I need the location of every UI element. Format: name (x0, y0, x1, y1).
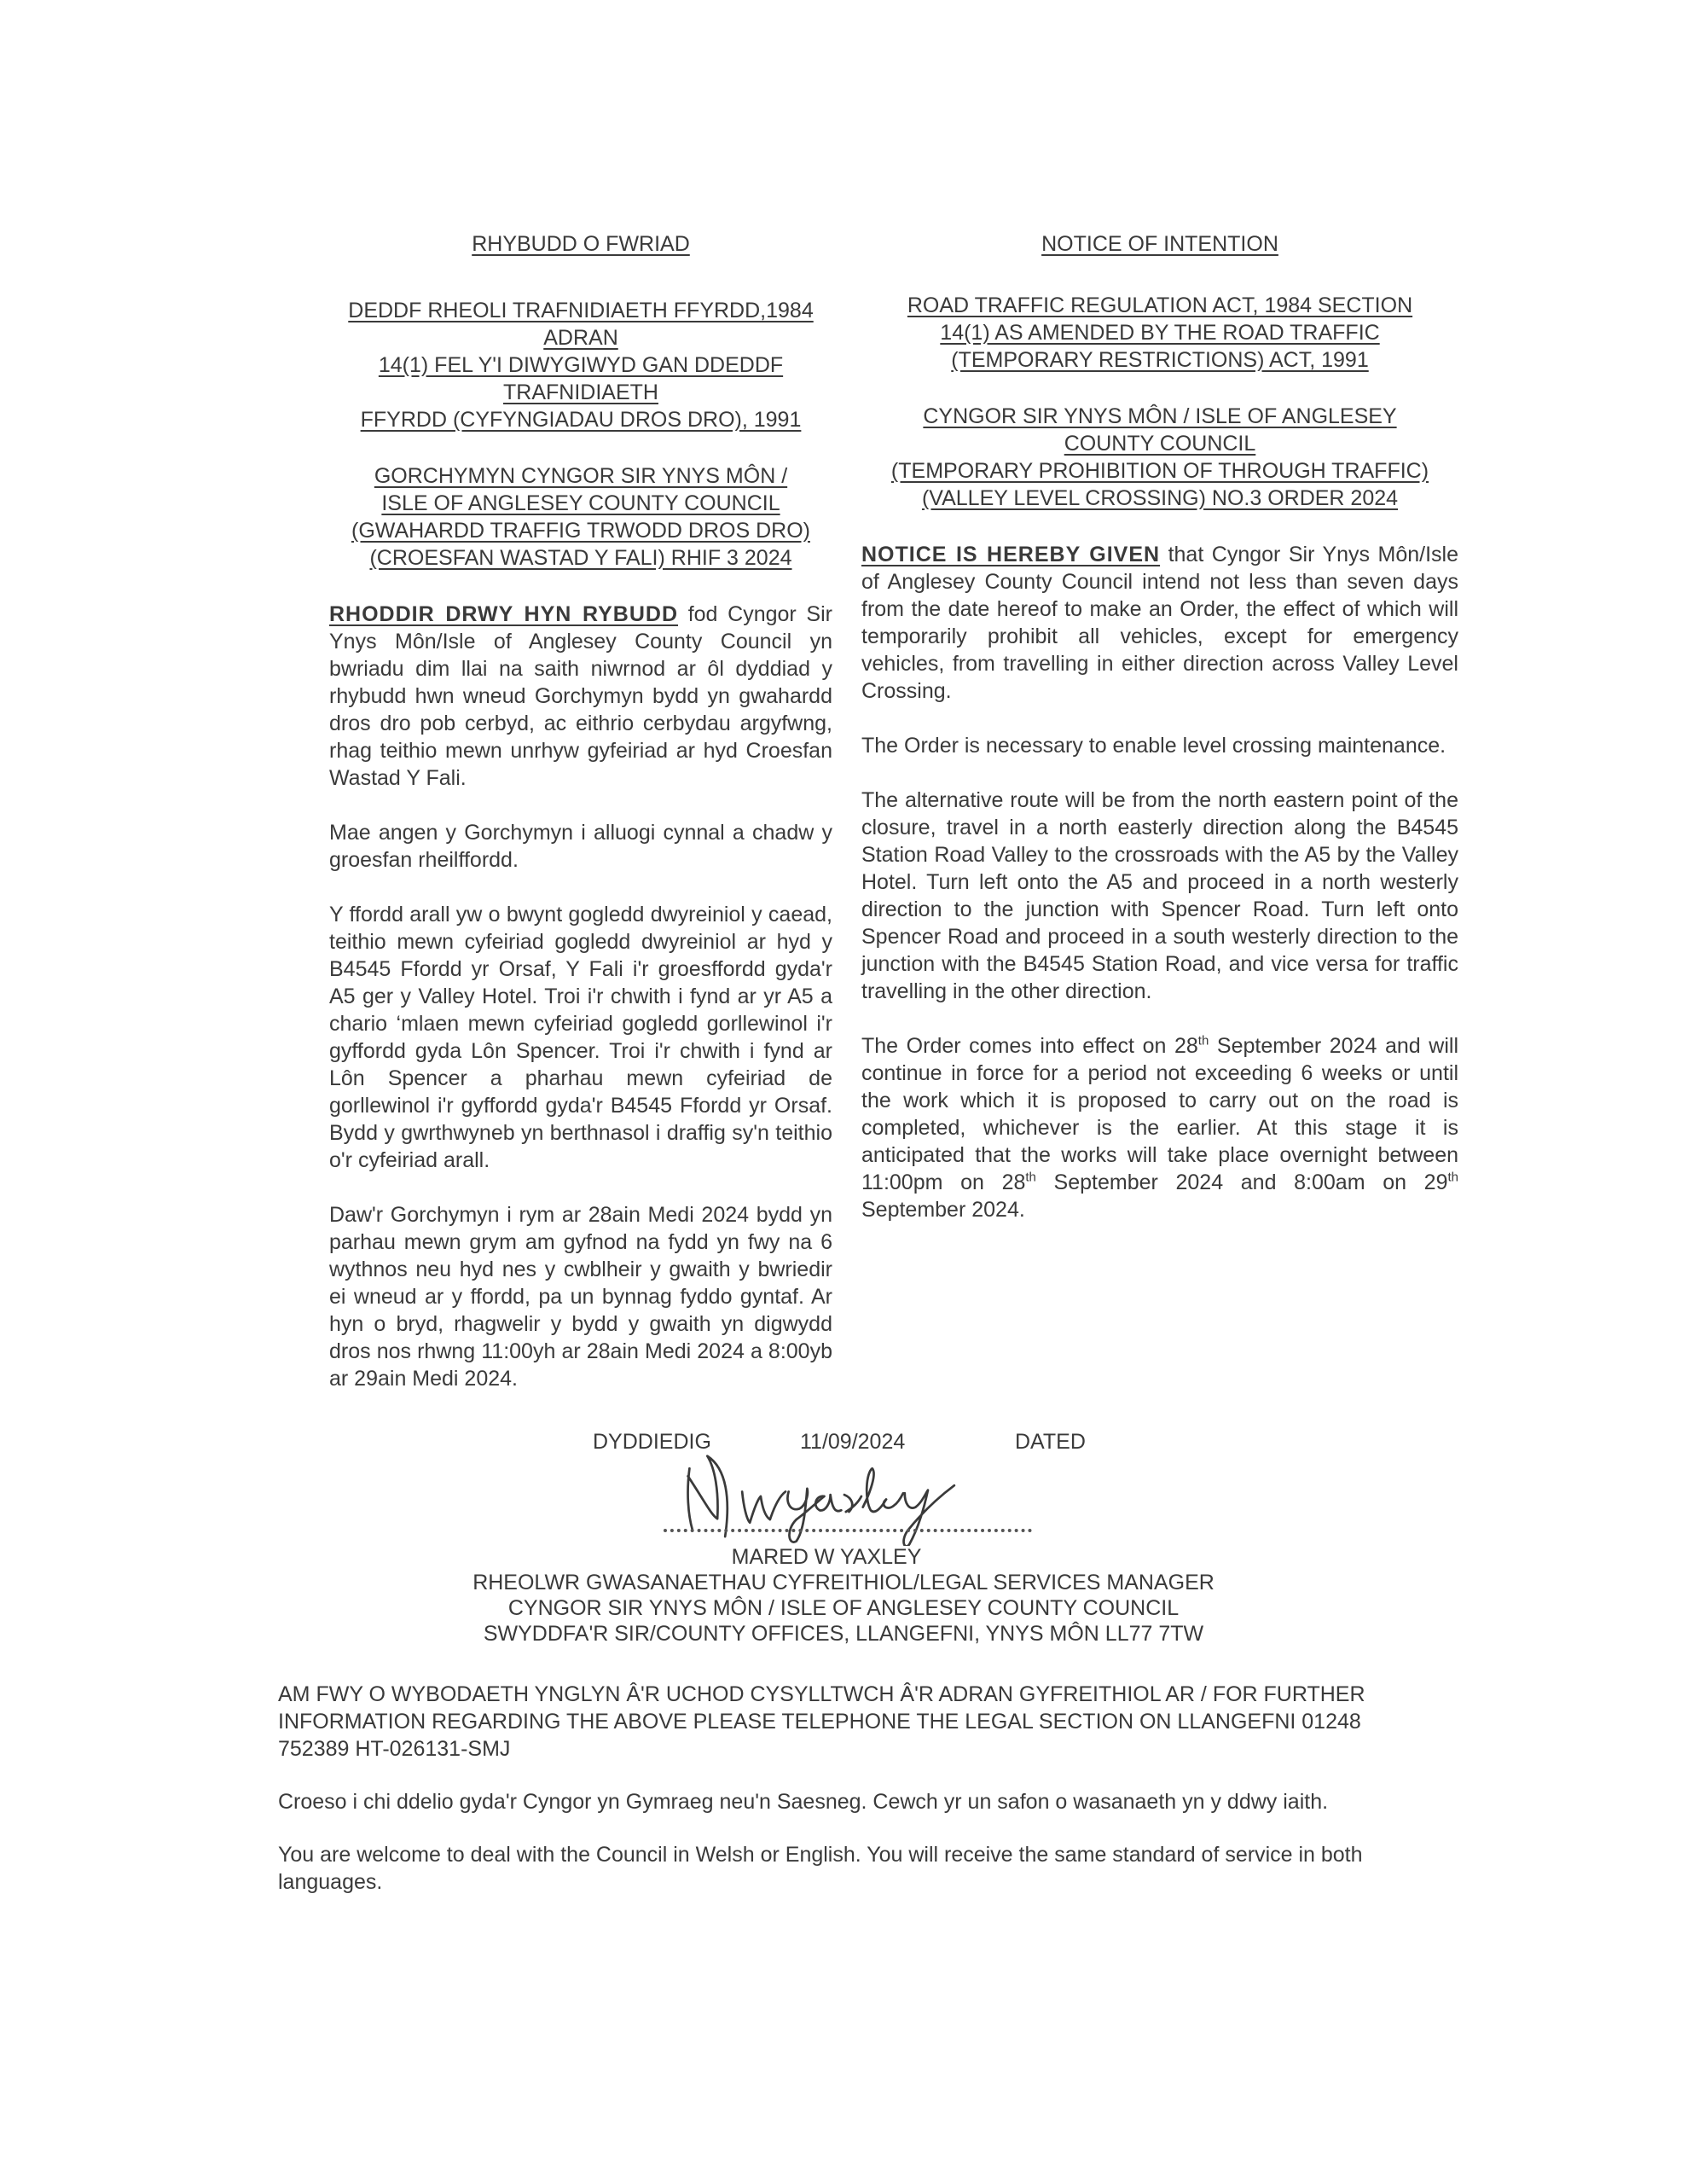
welsh-column (329, 230, 832, 1420)
english-order-line: (VALLEY LEVEL CROSSING) NO.3 ORDER 2024 (921, 486, 1399, 510)
welsh-effect-paragraph: Daw'r Gorchymyn i rym ar 28ain Medi 2024 bydd yn parhau mewn grym am gyfnod na fydd yn fwy na 6 wythnos neu hyd nes y cwblheir y gwaith y bwriedir ei wneud ar y ffordd, pa un bynnag fyddo gyntaf. Ar hyn o bryd, rhagwelir y bydd y gwaith yn digwydd dros nos rhwng 11:00yh ar 28ain Medi 2024 a 8:00yb ar 29ain Medi 2024. (329, 1203, 832, 1391)
english-route-paragraph: The alternative route will be from the north eastern point of the closure, travel in a north easterly direction along the B4545 Station Road Valley to the crossroads with the A5 by the Valley Hotel. Turn left onto the A5 and proceed in a north westerly direction to the junction with Spencer Road. Turn left onto Spencer Road and proceed in a south westerly direction to the junction with the B4545 Station Road, and vice versa for traffic travelling in the other direction. (861, 788, 1458, 1003)
welsh-reason-paragraph: Mae angen y Gorchymyn i alluogi cynnal a chadw y groesfan rheilffordd. (329, 821, 832, 872)
signatory-details (0, 1544, 1687, 1647)
ordinal-suffix: th (1197, 1033, 1209, 1048)
english-notice-text: that Cyngor Sir Ynys Môn/Isle of Anglesey County Council intend not less than seven days from the date hereof to make an Order, the effect of which will temporarily prohibit all vehicles, except for emergency vehicles, from travelling in either direction across Valley Level Crossing. (861, 543, 1458, 703)
english-order-line: CYNGOR SIR YNYS MÔN / ISLE OF ANGLESEY (923, 404, 1397, 428)
ordinal-suffix: th (1447, 1170, 1458, 1185)
welsh-title: RHYBUDD O FWRIAD (472, 232, 690, 256)
footer (278, 1681, 1412, 1955)
english-order-line: COUNTY COUNCIL (1064, 432, 1256, 456)
welsh-act-line: 14(1) FEL Y'I DIWYGIWYD GAN DDEDDF TRAFNIDIAETH (378, 353, 784, 404)
english-act-line: (TEMPORARY RESTRICTIONS) ACT, 1991 (951, 348, 1369, 372)
english-title: NOTICE OF INTENTION (1041, 232, 1278, 256)
welsh-order-line: (CROESFAN WASTAD Y FALI) RHIF 3 2024 (369, 546, 792, 570)
signatory-council: CYNGOR SIR YNYS MÔN / ISLE OF ANGLESEY COUNTY COUNCIL (507, 1596, 1180, 1620)
english-act-heading (861, 292, 1458, 374)
english-notice-paragraph (861, 541, 1458, 705)
english-notice-lead: NOTICE IS HEREBY GIVEN (861, 543, 1161, 566)
effect-text: September 2024 and will continue in force for a period not exceeding 6 weeks or until the work which it is proposed to carry out on the road is completed, whichever is the earlier. At this stage it is anticipated that the works will take place overnight between 11:00pm on 28 (861, 1034, 1458, 1194)
english-reason-paragraph: The Order is necessary to enable level crossing maintenance. (861, 734, 1446, 758)
english-column (861, 230, 1458, 1251)
welsh-route-paragraph: Y ffordd arall yw o bwynt gogledd dwyreiniol y caead, teithio mewn cyfeiriad gogledd dwyreiniol ar hyd y B4545 Ffordd yr Orsaf, Y Fali i'r groesffordd gyda'r A5 ger y Valley Hotel. Troi i'r chwith i fynd ar yr A5 a chario ‘mlaen mewn cyfeiriad gogledd gorllewinol i'r gyffordd gyda Lôn Spencer. Troi i'r chwith i fynd ar Lôn Spencer a pharhau mewn cyfeiriad de gorllewinol i'r gyffordd gyda'r B4545 Ffordd yr Orsaf. Bydd y gwrthwyneb yn berthnasol i draffig sy'n teithio o'r cyfeiriad arall. (329, 903, 832, 1172)
welsh-notice-text: fod Cyngor Sir Ynys Môn/Isle of Anglesey County Council yn bwriadu dim llai na saith niwrnod ar ôl dyddiad y rhybudd hwn wneud Gorchymyn bydd yn gwahardd dros dro pob cerbyd, ac eithrio cerbydau argyfwng, rhag teithio mewn unrhyw gyfeiriad ar hyd Croesfan Wastad Y Fali. (329, 602, 832, 790)
signature-dotted-line (664, 1529, 1032, 1532)
welsh-notice-lead: RHODDIR DRWY HYN RYBUDD (329, 602, 679, 626)
welsh-language-statement: Croeso i chi ddelio gyda'r Cyngor yn Gymraeg neu'n Saesneg. Cewch yr un safon o wasanaeth yn y ddwy iaith. (278, 1790, 1329, 1814)
ordinal-suffix: th (1025, 1170, 1036, 1185)
welsh-order-heading (329, 462, 832, 572)
signatory-address: SWYDDFA'R SIR/COUNTY OFFICES, LLANGEFNI, YNYS MÔN LL77 7TW (483, 1622, 1204, 1646)
english-act-line: ROAD TRAFFIC REGULATION ACT, 1984 SECTION (907, 293, 1413, 317)
english-order-line: (TEMPORARY PROHIBITION OF THROUGH TRAFFIC) (890, 459, 1429, 483)
signatory-role: RHEOLWR GWASANAETHAU CYFREITHIOL/LEGAL SERVICES MANAGER (472, 1571, 1215, 1594)
effect-text: September 2024 and 8:00am on 29 (1035, 1170, 1448, 1194)
bilingual-columns (329, 230, 1458, 1420)
welsh-order-line: (GWAHARDD TRAFFIG TRWODD DROS DRO) (351, 519, 810, 543)
dated-label-english: DATED (1015, 1430, 1086, 1454)
signature-block (0, 1428, 1687, 1647)
effect-text: September 2024. (861, 1198, 1025, 1222)
welsh-order-line: ISLE OF ANGLESEY COUNTY COUNCIL (381, 491, 780, 515)
english-language-statement: You are welcome to deal with the Council in Welsh or English. You will receive the same standard of service in both languages. (278, 1843, 1363, 1894)
welsh-act-heading (329, 297, 832, 433)
contact-information: AM FWY O WYBODAETH YNGLYN Â'R UCHOD CYSYLLTWCH Â'R ADRAN GYFREITHIOL AR / FOR FURTHER INFORMATION REGARDING THE ABOVE PLEASE TELEPHONE THE LEGAL SECTION ON LLANGEFNI 01248 752389 HT-026131-SMJ (278, 1682, 1365, 1761)
welsh-act-line: DEDDF RHEOLI TRAFNIDIAETH FFYRDD,1984 ADRAN (348, 299, 814, 350)
english-effect-paragraph (861, 1032, 1458, 1223)
english-order-heading (861, 403, 1458, 512)
welsh-order-line: GORCHYMYN CYNGOR SIR YNYS MÔN / (374, 464, 788, 488)
effect-text: The Order comes into effect on 28 (861, 1034, 1198, 1058)
dated-label-welsh: DYDDIEDIG (593, 1430, 711, 1454)
english-act-line: 14(1) AS AMENDED BY THE ROAD TRAFFIC (940, 321, 1380, 345)
signature-area (0, 1457, 1687, 1539)
signatory-name: MARED W YAXLEY (731, 1545, 922, 1569)
welsh-act-line: FFYRDD (CYFYNGIADAU DROS DRO), 1991 (360, 408, 802, 432)
signature-date: 11/09/2024 (800, 1430, 906, 1454)
welsh-notice-paragraph (329, 601, 832, 792)
